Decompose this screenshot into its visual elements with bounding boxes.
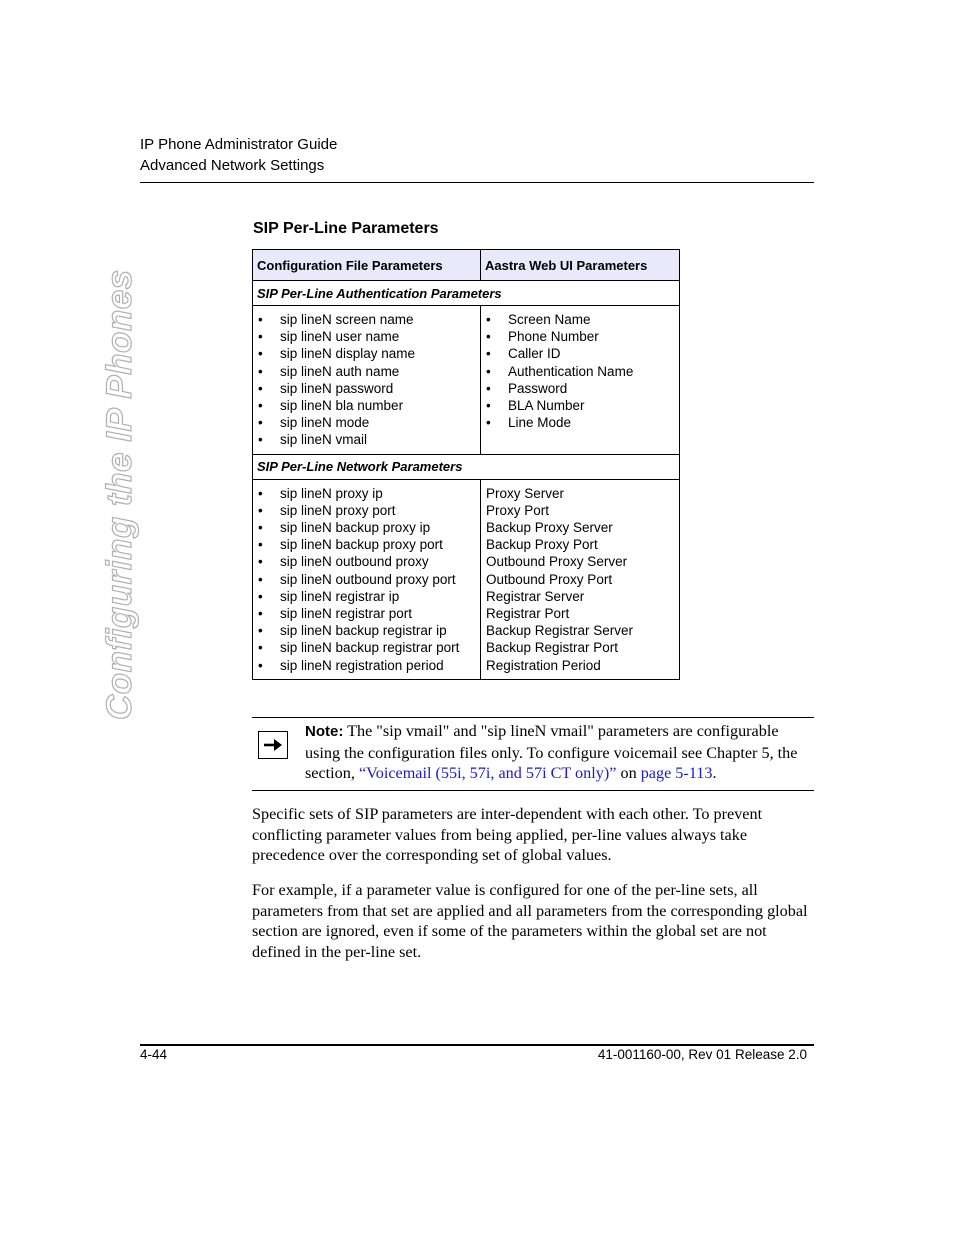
list-item: • sip lineN screen name bbox=[258, 311, 475, 328]
note-rule-bottom bbox=[252, 790, 814, 791]
table-row bbox=[253, 306, 680, 455]
voicemail-section-link[interactable]: “Voicemail (55i, 57i, and 57i CT only)” bbox=[358, 764, 617, 783]
list-item: Outbound Proxy Port bbox=[486, 571, 613, 587]
group-title-authentication: SIP Per-Line Authentication Parameters bbox=[253, 281, 680, 306]
note-text-before: The "sip vmail" and "sip lineN vmail" parameters are configurable using the configuration files only. To configure voicemail see Chapter 5, the section, bbox=[305, 722, 798, 783]
list-item: • Screen Name bbox=[486, 311, 674, 328]
list-item: • sip lineN backup registrar ip bbox=[258, 622, 475, 639]
note-label: Note: bbox=[305, 723, 344, 740]
document-id: 41-001160-00, Rev 01 Release 2.0 bbox=[597, 1047, 807, 1062]
list-item: • Line Mode bbox=[486, 414, 674, 431]
note-rule-top bbox=[252, 717, 814, 718]
list-item: • sip lineN backup proxy port bbox=[258, 536, 475, 553]
list-item: Proxy Server bbox=[486, 485, 565, 501]
side-chapter-title: Configuring the IP Phones bbox=[100, 269, 139, 720]
chapter-section: Advanced Network Settings bbox=[140, 157, 325, 174]
list-item: Backup Registrar Server bbox=[486, 623, 634, 639]
list-item: • sip lineN registrar ip bbox=[258, 588, 475, 605]
web-params-list bbox=[482, 307, 678, 435]
header-rule bbox=[140, 182, 814, 183]
list-item: • sip lineN bla number bbox=[258, 397, 475, 414]
list-item: Proxy Port bbox=[486, 502, 550, 518]
body-paragraph: Specific sets of SIP parameters are inter-dependent with each other. To prevent conflicting parameter values from being applied, per-line values always take precedence over the corresponding set of global values. bbox=[252, 805, 763, 865]
list-item: • sip lineN mode bbox=[258, 414, 475, 431]
list-item: • sip lineN outbound proxy port bbox=[258, 571, 475, 588]
page-reference-link[interactable]: page 5-113 bbox=[640, 764, 713, 783]
column-header-web-ui: Aastra Web UI Parameters bbox=[481, 250, 680, 281]
list-item: • Authentication Name bbox=[486, 363, 674, 380]
list-item: Registrar Server bbox=[486, 588, 585, 604]
list-item: • Password bbox=[486, 380, 674, 397]
group-title-network: SIP Per-Line Network Parameters bbox=[253, 454, 680, 479]
group-title-row bbox=[253, 281, 680, 306]
footer-rule bbox=[140, 1044, 814, 1046]
list-item: • sip lineN auth name bbox=[258, 363, 475, 380]
list-item: • sip lineN proxy port bbox=[258, 502, 475, 519]
list-item: Backup Proxy Server bbox=[486, 520, 613, 536]
list-item: • sip lineN password bbox=[258, 380, 475, 397]
list-item: • sip lineN user name bbox=[258, 328, 475, 345]
list-item: Outbound Proxy Server bbox=[486, 554, 628, 570]
column-header-config: Configuration File Parameters bbox=[253, 250, 481, 281]
list-item: • Caller ID bbox=[486, 345, 674, 362]
table-row bbox=[253, 479, 680, 679]
group-title-row bbox=[253, 454, 680, 479]
config-params-list bbox=[254, 481, 479, 678]
guide-title: IP Phone Administrator Guide bbox=[140, 136, 338, 153]
list-item: • sip lineN display name bbox=[258, 345, 475, 362]
list-item: • sip lineN registrar port bbox=[258, 605, 475, 622]
list-item: Registrar Port bbox=[486, 606, 570, 622]
list-item: Registration Period bbox=[486, 657, 601, 673]
list-item: Backup Proxy Port bbox=[486, 537, 598, 553]
list-item: • Phone Number bbox=[486, 328, 674, 345]
list-item: Backup Registrar Port bbox=[486, 640, 619, 656]
list-item: • sip lineN registration period bbox=[258, 657, 475, 674]
section-title: SIP Per-Line Parameters bbox=[253, 220, 439, 237]
note-text-middle: on bbox=[616, 764, 641, 783]
list-item: • sip lineN proxy ip bbox=[258, 485, 475, 502]
list-item: • sip lineN backup proxy ip bbox=[258, 519, 475, 536]
list-item: • sip lineN backup registrar port bbox=[258, 639, 475, 656]
table-header-row bbox=[253, 250, 680, 281]
list-item: • BLA Number bbox=[486, 397, 674, 414]
list-item: • sip lineN outbound proxy bbox=[258, 553, 475, 570]
parameters-table bbox=[252, 249, 680, 680]
note-text-after: . bbox=[712, 764, 717, 783]
web-params-list bbox=[482, 481, 678, 678]
list-item: • sip lineN vmail bbox=[258, 431, 475, 448]
note bbox=[305, 721, 817, 784]
config-params-list bbox=[254, 307, 479, 453]
arrow-right-icon bbox=[258, 731, 288, 759]
page-number: 4-44 bbox=[140, 1047, 168, 1062]
body-paragraph: For example, if a parameter value is configured for one of the per-line sets, all parameters from that set are applied and all parameters from the corresponding global section are ignored, even if some of the parameters within the global set are not defined in the per-line set. bbox=[252, 881, 808, 962]
